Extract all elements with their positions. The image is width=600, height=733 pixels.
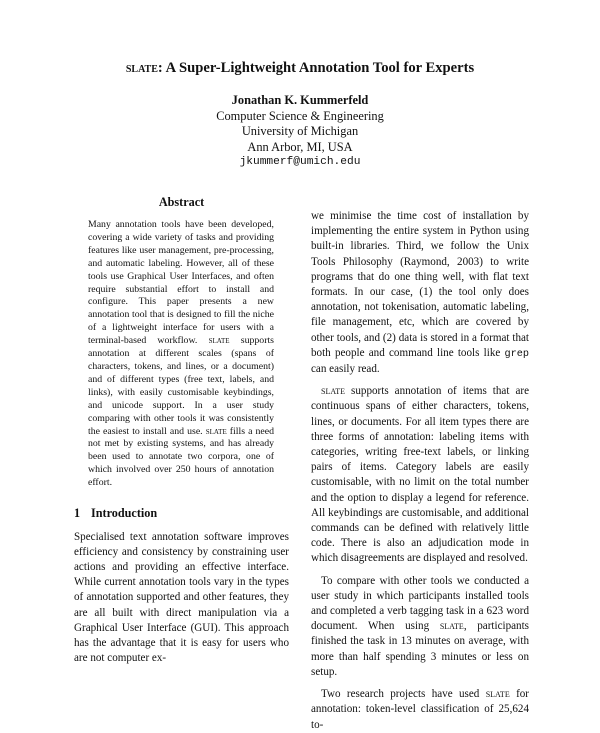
author-university: University of Michigan — [241, 124, 359, 139]
right-p3-text-b: , participants finished the task in 13 minutes on average, with more than half spending 3 minutes or less on setup. — [311, 620, 529, 678]
abstract-text — [88, 219, 274, 490]
section-title: Introduction — [91, 506, 158, 521]
right-p1-text: we minimise the time cost of installation by implementing the entire system in Python using built-in libraries. Third, we follow the Unix Tools Philosophy (Raymond, 2003) to write programs that do one thing well, with flat text formats. In our case, (1) the tool only does annotation, not tokenisation, automatic labeling, file management, etc, which are covered by other tools, and (2) data is stored in a format that both people and command line tools like — [311, 210, 529, 359]
author-name: Jonathan K. Kummerfeld — [231, 93, 369, 107]
right-paragraph-3 — [311, 574, 529, 680]
right-p2-text: supports annotation of items that are continuous spans of either characters, tokens, lines, or documents. For all item types there are three forms of annotation: labeling items with categories, writing free-text labels, or linking pairs of items. Category labels are easily customisable, with no limit on the total number and the option to display a legend for reference. All keybindings are customisable, and additional commands can be defined with relatively little code. There is also an adjudication mode in which disagreements are displayed and resolved. — [311, 385, 530, 565]
right-p3-text-a: To compare with other tools we conducted a user study in which participants installed tools and completed a verb tagging task in a 623 word document. When using — [311, 574, 529, 633]
right-paragraph-2 — [311, 384, 529, 566]
abstract-part-3: fills a need not met by existing systems, and has already been used to annotate two corpora, one of which involved over 250 hours of annotation effort. — [88, 425, 275, 489]
right-column — [311, 209, 529, 733]
right-paragraph-4 — [311, 687, 529, 733]
abstract-part-2: supports annotation at different scales (spans of characters, tokens, and lines, or a document) and of different types (free text, labels, and links), with easily customisable keybindings, and unicode support. In a user study comparing with other tools it was consistently the easiest to install and use. — [88, 335, 274, 437]
right-tool-name-1: slate — [321, 385, 345, 398]
introduction-text: Specialised text annotation software improves efficiency and consistency by constraining user actions and providing an effective interface. While current annotation tools vary in the types of annotation supported and other features, they are all built with direct manipulation via a Graphical User Interface (GUI). This approach has the advantage that it is easy for users who are not computer ex- — [74, 531, 289, 664]
right-paragraph-1 — [311, 209, 529, 377]
section-heading-introduction — [74, 506, 289, 521]
author-location: Ann Arbor, MI, USA — [247, 139, 353, 154]
title-tool-name: slate — [125, 60, 158, 76]
right-p4-text-b: for annotation: token-level classification of 25,624 to- — [311, 688, 529, 731]
abstract-heading: Abstract — [158, 195, 205, 209]
author-block — [0, 93, 600, 171]
right-p4-text-a: Two research projects have used — [321, 688, 480, 701]
author-department: Computer Science & Engineering — [216, 108, 384, 123]
abstract-tool-name-1: slate — [208, 335, 230, 347]
paper-title — [0, 60, 600, 77]
title-rest: : A Super-Lightweight Annotation Tool for Experts — [157, 60, 475, 76]
right-p1-end: can easily read. — [311, 363, 380, 376]
left-column — [74, 195, 289, 666]
abstract-part-1: Many annotation tools have been developed, covering a wide variety of tasks and providing features like user management, pre-processing, and automatic labeling. However, all of these tools use Graphical User Interfaces, and often require substantial effort to install and configure. This paper presents a new annotation tool that is designed to fill the niche of a lightweight interface for users with a terminal-based workflow. — [88, 219, 274, 347]
author-email: jkummerf@umich.edu — [239, 156, 361, 169]
section-number: 1 — [74, 506, 81, 521]
code-grep: grep — [504, 348, 529, 360]
right-tool-name-3: slate — [485, 688, 510, 701]
right-tool-name-2: slate — [439, 620, 464, 633]
abstract-tool-name-2: slate — [205, 425, 227, 437]
